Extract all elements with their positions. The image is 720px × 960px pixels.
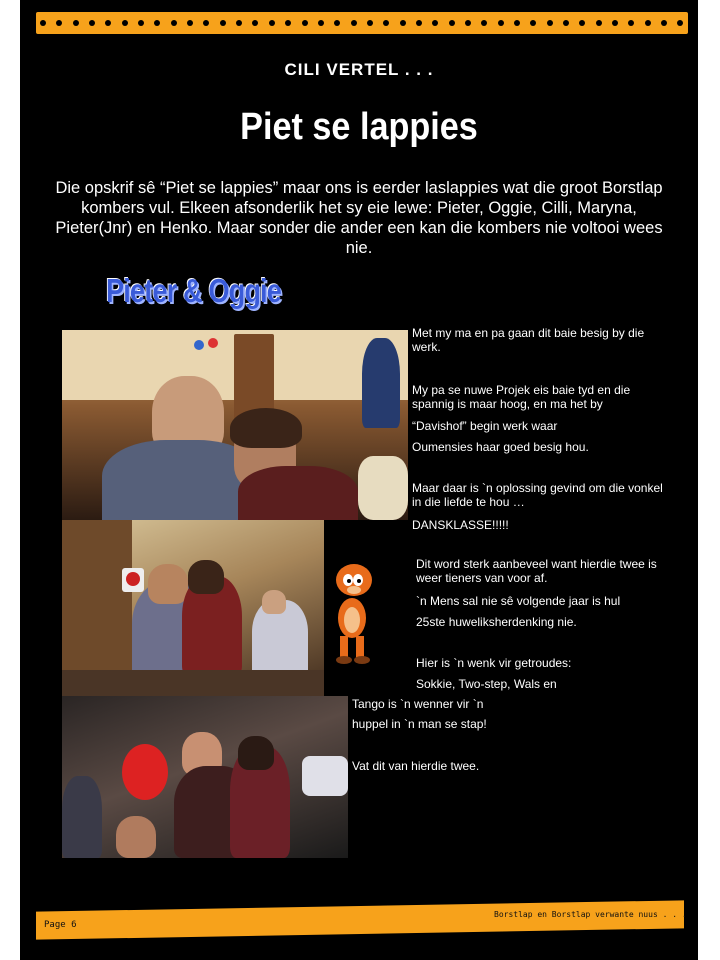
band-dot: [302, 20, 308, 26]
band-dot: [318, 20, 324, 26]
story-paragraph-5a: Hier is `n wenk vir getroudes:: [416, 656, 572, 670]
top-dotted-band: [36, 12, 688, 34]
story-paragraph-4c: 25ste huweliksherdenking nie.: [416, 615, 577, 629]
band-dot: [612, 20, 618, 26]
story-paragraph-2a: My pa se nuwe Projek eis baie tyd en die spannig is maar hoog, en ma het by: [412, 383, 631, 411]
page-title: Piet se lappies: [240, 106, 478, 148]
band-dot: [252, 20, 258, 26]
band-dot: [89, 20, 95, 26]
band-dot: [498, 20, 504, 26]
band-dot: [481, 20, 487, 26]
band-dot: [122, 20, 128, 26]
photo-dancing-couple: [62, 696, 348, 858]
story-paragraph-2b: “Davishof” begin werk waar: [412, 419, 558, 433]
band-dots: [40, 12, 684, 34]
photo-dance-class: [62, 520, 324, 696]
band-dot: [334, 20, 340, 26]
bottom-band: [36, 900, 684, 939]
band-dot: [645, 20, 651, 26]
story-paragraph-5d: huppel in `n man se stap!: [352, 717, 487, 731]
band-dot: [383, 20, 389, 26]
band-dot: [400, 20, 406, 26]
band-dot: [563, 20, 569, 26]
band-dot: [449, 20, 455, 26]
band-dot: [236, 20, 242, 26]
band-dot: [677, 20, 683, 26]
band-dot: [171, 20, 177, 26]
story-paragraph-5b: Sokkie, Two-step, Wals en: [416, 677, 557, 691]
story-paragraph-4a: Dit word sterk aanbeveel want hierdie twee is weer tieners van voor af.: [416, 557, 657, 585]
band-dot: [628, 20, 634, 26]
band-dot: [269, 20, 275, 26]
band-dot: [220, 20, 226, 26]
story-paragraph-2c: Oumensies haar goed besig hou.: [412, 440, 589, 454]
band-dot: [203, 20, 209, 26]
band-dot: [579, 20, 585, 26]
newsletter-page: [20, 0, 698, 960]
band-dot: [661, 20, 667, 26]
band-dot: [73, 20, 79, 26]
band-dot: [530, 20, 536, 26]
cartoon-character-image: [324, 560, 380, 668]
story-paragraph-3a: Maar daar is `n oplossing gevind om die vonkel in die liefde te hou …: [412, 481, 663, 509]
band-dot: [138, 20, 144, 26]
story-paragraph-6: Vat dit van hierdie twee.: [352, 759, 480, 773]
story-paragraph-3b: DANSKLASSE!!!!!: [412, 518, 509, 532]
story-paragraph-1: Met my ma en pa gaan dit baie besig by die werk.: [412, 326, 645, 354]
section-kicker: CILI VERTEL . . .: [284, 60, 434, 79]
band-dot: [40, 20, 46, 26]
band-dot: [187, 20, 193, 26]
story-paragraph-5c: Tango is `n wenner vir `n: [352, 697, 484, 711]
photo-couple-at-work: [62, 330, 408, 520]
intro-paragraph: Die opskrif sê “Piet se lappies” maar ons is eerder laslappies wat die groot Borstlap kombers vul. Elkeen afsonderlik het sy eie lewe: Pieter, Oggie, Cilli, Maryna, Pieter(Jnr) en Henko. Maar sonder die ander een kan die kombers nie voltooi wees nie.: [55, 179, 663, 257]
band-dot: [547, 20, 553, 26]
band-dot: [367, 20, 373, 26]
band-dot: [432, 20, 438, 26]
band-dot: [154, 20, 160, 26]
band-dot: [416, 20, 422, 26]
band-dot: [105, 20, 111, 26]
page-number: Page 6: [44, 920, 77, 930]
section-heading: Pieter & Oggie: [106, 272, 281, 309]
band-dot: [596, 20, 602, 26]
band-dot: [514, 20, 520, 26]
band-dot: [285, 20, 291, 26]
band-dot: [351, 20, 357, 26]
footer-note: Borstlap en Borstlap verwante nuus . . .: [494, 910, 687, 919]
band-dot: [465, 20, 471, 26]
story-paragraph-4b: `n Mens sal nie sê volgende jaar is hul: [416, 594, 621, 608]
band-dot: [56, 20, 62, 26]
